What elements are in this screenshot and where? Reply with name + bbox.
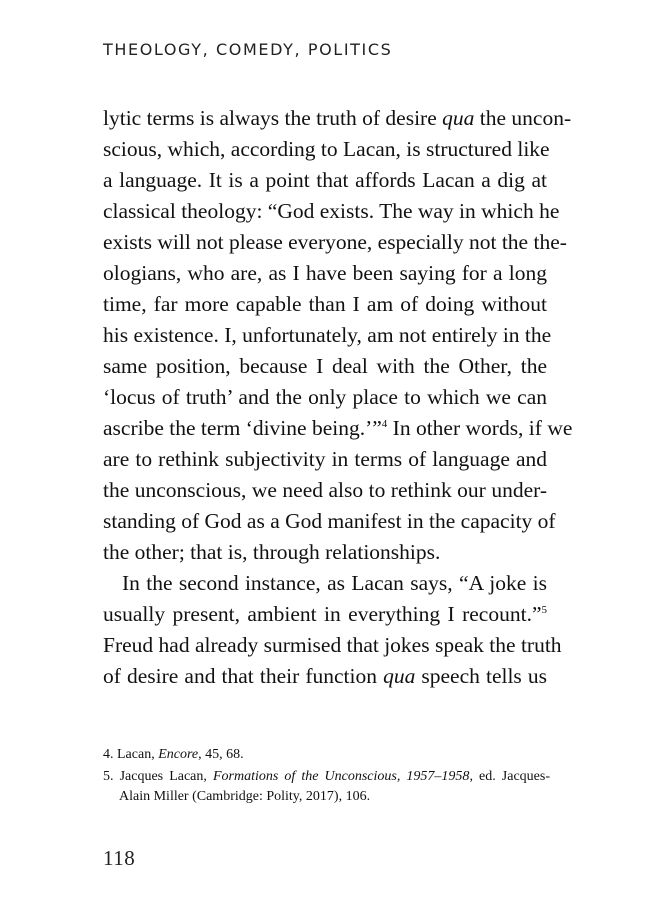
text-line: standing of God as a God manifest in the capacity of	[103, 509, 556, 533]
page-number: 118	[103, 846, 136, 870]
footnote-reference[interactable]: 4	[381, 418, 388, 430]
text-line: scious, which, according to Lacan, is structured like	[103, 137, 550, 161]
footnote-4: 4. Lacan, Encore, 45, 68.	[103, 747, 244, 762]
italic-term: qua	[383, 664, 416, 688]
footnote-reference[interactable]: 5	[541, 604, 547, 616]
footnote-5-continuation: Alain Miller (Cambridge: Polity, 2017), 106.	[119, 789, 371, 804]
text-line: In the second instance, as Lacan says, “A joke is	[122, 571, 547, 595]
text-line: exists will not please everyone, especially not the the-	[103, 230, 567, 254]
text-line: ascribe the term ‘divine being.’”$^4$ In other words, if we	[103, 416, 573, 440]
text-line: same position, because I deal with the Other, the	[103, 354, 547, 378]
text-line: time, far more capable than I am of doing without	[103, 292, 547, 316]
running-head: THEOLOGY, COMEDY, POLITICS	[103, 40, 393, 59]
text-line: Freud had already surmised that jokes speak the truth	[103, 633, 562, 657]
text-line: usually present, ambient in everything I recount.”$^5$	[103, 602, 547, 626]
text-line: lytic terms is always the truth of desire qua the uncon-	[103, 106, 572, 130]
text-line: ologians, who are, as I have been saying for a long	[103, 261, 547, 285]
text-line: classical theology: “God exists. The way in which he	[103, 199, 560, 223]
text-line: the other; that is, through relationships.	[103, 540, 441, 564]
text-line: his existence. I, unfortunately, am not entirely in the	[103, 323, 552, 347]
text-line: are to rethink subjectivity in terms of language and	[103, 447, 547, 471]
text-line: of desire and that their function qua speech tells us	[103, 664, 547, 688]
footnote-5: 5. Jacques Lacan, Formations of the Unconscious, 1957–1958, ed. Jacques-	[103, 769, 551, 784]
text-line: ‘locus of truth’ and the only place to which we can	[103, 385, 547, 409]
text-line: the unconscious, we need also to rethink our under-	[103, 478, 547, 502]
italic-term: qua	[442, 106, 475, 130]
text-line: a language. It is a point that affords Lacan a dig at	[103, 168, 547, 192]
